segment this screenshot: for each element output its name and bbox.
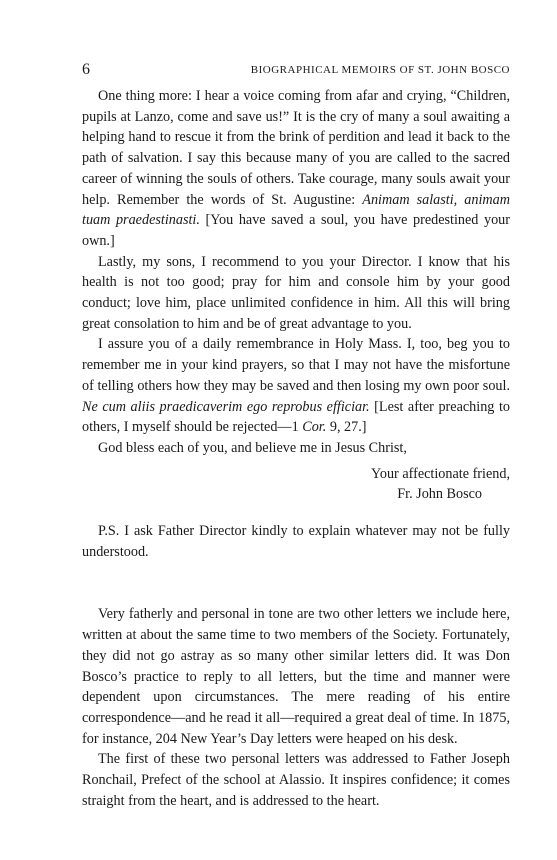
running-title: BIOGRAPHICAL MEMOIRS OF ST. JOHN BOSCO [250, 64, 510, 76]
letter-text: [Lest after preaching to others, I myself should be rejected—1 [82, 398, 510, 436]
letter-paragraph: Lastly, my sons, I recommend to you your Director. I know that his health is not too good; pray for him and console him by your good conduct; love him, place unlimited confidence in him. All this will bring great consolation to him and be of great advantage to you. [82, 253, 510, 332]
signature: Fr. John Bosco [397, 486, 482, 503]
closing-salutation: Your affectionate friend, [371, 465, 510, 482]
latin-quote: Ne cum aliis praedicaverim ego reprobus efficiar. [82, 398, 370, 415]
letter-paragraph [82, 86, 510, 252]
scripture-book: Cor. [302, 419, 327, 436]
letter-paragraph [82, 334, 510, 438]
narrative-paragraph: The first of these two personal letters was addressed to Father Joseph Ronchail, Prefect of the school at Alassio. It inspires confidence; it comes straight from the heart, and is addressed to the heart. [82, 751, 510, 809]
page-body [82, 86, 510, 812]
letter-closing [82, 464, 510, 505]
letter-text: I assure you of a daily remembrance in Holy Mass. I, too, beg you to remember me in your kind prayers, so that I may not have the misfortune of telling others how they may be saved and then losing my own poor soul. [82, 336, 510, 394]
page-header [82, 61, 510, 81]
letter-paragraph: God bless each of you, and believe me in Jesus Christ, [98, 439, 407, 456]
narrative-paragraph: Very fatherly and personal in tone are two other letters we include here, written at about the same time to two members of the Society. Fortunately, they did not go astray as so many other similar letters did. It was Don Bosco’s practice to reply to all letters, but the time and manner were dependent upon circumstances. The mere reading of his entire correspondence—and he read it all—required a great deal of time. In 1875, for instance, 204 New Year’s Day letters were heaped on his desk. [82, 606, 510, 747]
postscript: P.S. I ask Father Director kindly to explain whatever may not be fully understood. [82, 523, 510, 560]
latin-quote: Animam salasti, animam tuam praedestinasti. [82, 191, 510, 229]
letter-text: One thing more: I hear a voice coming from afar and crying, “Children, pupils at Lanzo, come and save us!” It is the cry of many a soul awaiting a helping hand to rescue it from the brink of perdition and lead it back to the path of salvation. I say this because many of you are called to the sacred career of winning the souls of others. Take courage, many souls await your help. Remember the words of St. Augustine: [82, 88, 510, 208]
page-number: 6 [82, 61, 90, 78]
letter-text: [You have saved a soul, you have predestined your own.] [82, 212, 510, 249]
letter-text: 9, 27.] [326, 419, 367, 436]
